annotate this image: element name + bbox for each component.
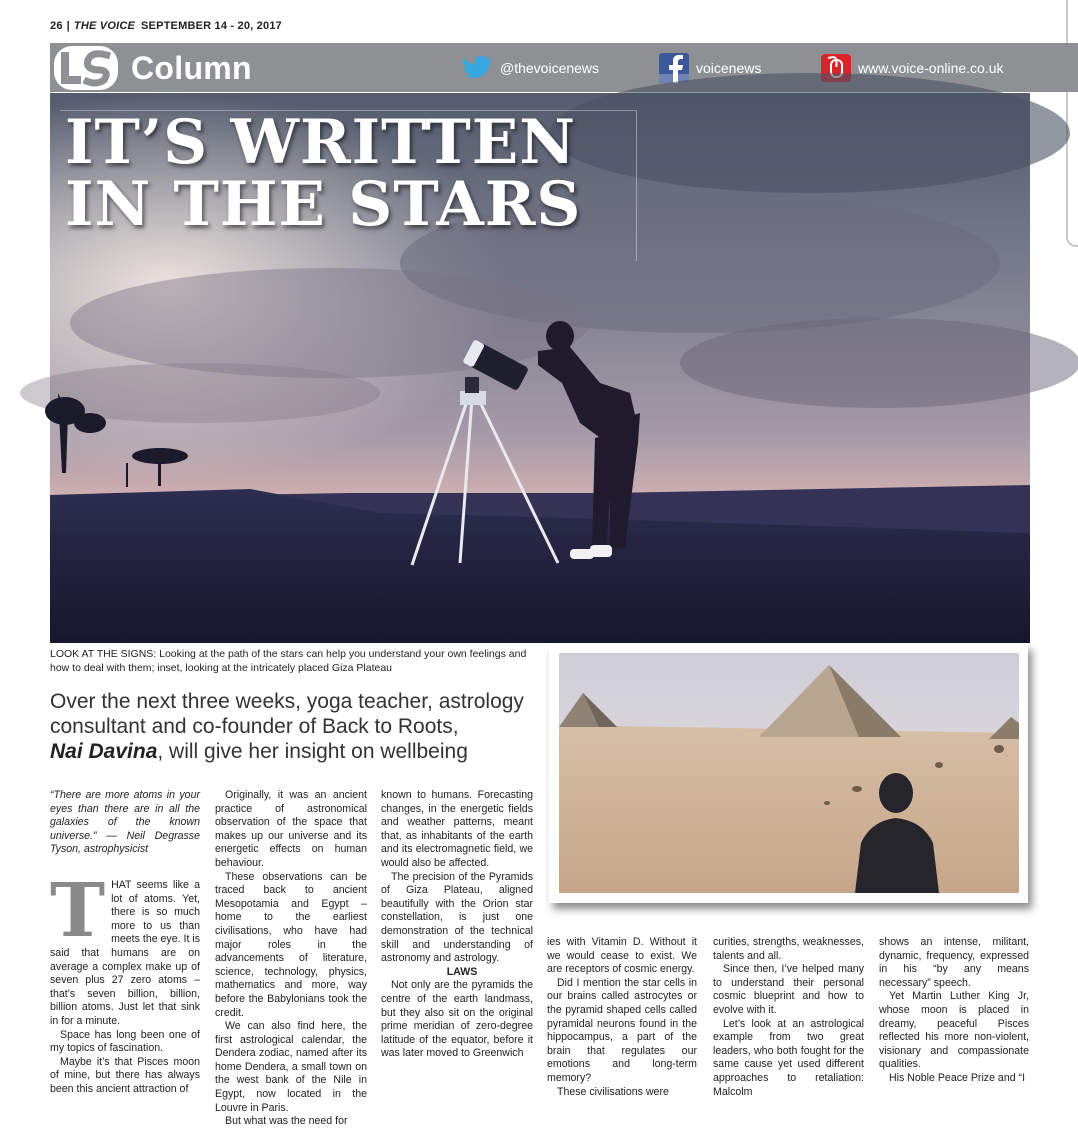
issue-date: SEPTEMBER 14 - 20, 2017 [141,20,282,32]
article-column-2 [215,789,367,1128]
facebook-icon [658,52,690,84]
paragraph: ies with Vitamin D. Without it we would cease to exist. We are receptors of cosmic energy. [547,936,697,976]
paragraph: Let’s look at an astrological example from two great leaders, who both fought for the same cause yet used different approaches to retaliation: Malcolm [713,1017,864,1098]
paragraph: Maybe it’s that Pisces moon of mine, but there has always been this ancient attraction of [50,1055,200,1095]
paragraph: His Noble Peace Prize and “I [889,1071,1026,1084]
standfirst [50,689,550,764]
folio-line [50,20,282,32]
paragraph: known to humans. Forecasting changes, in the energetic fields and weather patterns, meant that, as inhabitants of the earth and its electromagnetic field, we would also be affected. [381,789,533,869]
article-column-3 [381,789,533,1078]
twitter-handle: @thevoicenews [500,60,600,76]
paragraph: curities, strengths, weaknesses, talents and all. [713,936,864,962]
article-column-4 [547,936,697,1098]
paragraph: shows an intense, militant, dynamic, frequency, expressed in his “by any means necessary” speech. [879,936,1029,989]
drop-cap: T [50,867,106,954]
article-column-1 [50,789,200,1095]
paragraph: HAT seems like a lot of atoms. Yet, there is so much more to us than meets the eye. It is said that humans are on average a complex make up of seven plus 27 zero atoms – that’s seven billion, billion, billion atoms. Just let that sink in for a minute. [50,878,200,1027]
paragraph: But what was the need for [225,1115,348,1128]
giza-plateau-photo [559,653,1019,893]
photo-caption: LOOK AT THE SIGNS: Looking at the path of the stars can help you understand your own feelings and how to deal with them; inset, looking at the intricately placed Giza Plateau [50,648,527,674]
headline [65,107,625,240]
paragraph: These civilisations were [557,1085,669,1098]
twitter-bird-icon [462,53,494,83]
paragraph: The precision of the Pyramids of Giza Plateau, aligned beautifully with the Orion star constellation, is just one demonstration of the technical skill and understanding of astronomy and astrology. [381,870,533,965]
paragraph: Not only are the pyramids the centre of the earth landmass, but they also sit on the original prime meridian of zero-degree latitude of the equator, before it was later moved to Greenwich [381,979,533,1060]
author-name: Nai Davina [50,740,158,763]
paragraph: We can also find here, the first astrological calendar, the Dendera zodiac, named after its home Dendera, a small town on the west bank of the Nile in Egypt, now located in the Louvre in Paris. [215,1020,367,1114]
pull-quote: “There are more atoms in your eyes than there are in all the galaxies of the known universe.” — Neil Degrasse Tyson, astrophysicist [50,789,200,856]
twitter-link[interactable] [462,53,599,83]
inset-photo-frame [549,644,1028,903]
headline-line-2: IN THE STARS [65,169,582,240]
article-column-6 [879,936,1029,1084]
section-title: Column [131,50,252,86]
paragraph: Yet Martin Luther King Jr, whose moon is placed in dreamy, peaceful Pisces reflected his more non-violent, visionary and compassionate qualities. [879,990,1029,1071]
page-edge-scrollbar [1066,0,1078,247]
publication-name: THE VOICE [73,20,136,32]
paragraph: Originally, it was an ancient practice of astronomical observation of the space that makes up our universe and its energetic effects on human behaviour. [215,789,367,869]
voice-logo-icon [52,44,120,92]
standfirst-ending: , will give her insight on wellbeing [157,740,468,763]
paragraph: Space has long been one of my topics of fascination. [50,1028,200,1055]
paragraph: Since then, I’ve helped many to understand their personal cosmic blueprint and how to evolve with it. [713,963,864,1016]
paragraph: These observations can be traced back to ancient Mesopotamia and Egypt – home to the earliest civilisations, who have had major roles in the advancements of literature, science, technology, physics, mathematics and more, way before the Babylonians took the credit. [215,870,367,1019]
folio-separator: | [66,20,70,32]
website-url: www.voice-online.co.uk [858,60,1004,76]
paragraph: Did I mention the star cells in our brains called astrocytes or the pyramid shaped cells called pyramidal neurons found in the hippocampus, a part of the brain that regulates our emotions and long-term memory? [547,976,697,1084]
subheading: LAWS [446,965,478,978]
page-number: 26 [50,20,63,32]
standfirst-text: Over the next three weeks, yoga teacher, astrology consultant and co-founder of Back to Roots, [50,690,524,738]
facebook-handle: voicenews [696,60,762,76]
article-column-5 [713,936,864,1098]
headline-line-1: IT’S WRITTEN [65,107,577,178]
